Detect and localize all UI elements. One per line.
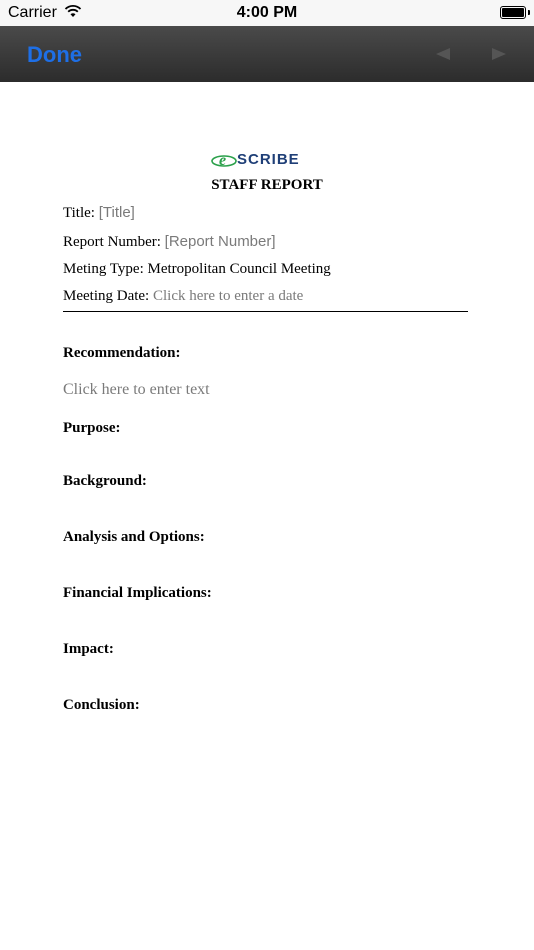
header-divider [63, 311, 468, 312]
clock: 4:00 PM [236, 4, 298, 21]
meeting-date-placeholder[interactable]: Click here to enter a date [152, 288, 304, 304]
section-purpose: Purpose: [63, 420, 121, 436]
title-label: Title: [63, 205, 99, 221]
report-number-field[interactable] [63, 233, 276, 251]
done-button[interactable]: Done [27, 42, 82, 67]
report-number-placeholder[interactable]: [Report Number] [164, 233, 276, 250]
meeting-type-label: Meting Type: [63, 261, 148, 277]
meeting-date-label: Meeting Date: [63, 288, 153, 304]
meeting-type-value: Metropolitan Council Meeting [147, 261, 331, 277]
section-background: Background: [63, 473, 147, 489]
battery-icon [500, 6, 526, 19]
triangle-left-icon[interactable] [433, 44, 453, 64]
section-impact: Impact: [63, 641, 114, 657]
escribe-logo [211, 150, 323, 170]
meeting-date-field[interactable] [63, 288, 303, 305]
title-placeholder[interactable]: [Title] [98, 204, 135, 221]
svg-text:e: e [219, 152, 227, 169]
triangle-right-icon[interactable] [489, 44, 509, 64]
carrier-label: Carrier [8, 4, 57, 21]
report-number-label: Report Number: [63, 234, 165, 250]
document-view[interactable] [0, 82, 534, 950]
status-bar [0, 0, 534, 26]
report-heading: STAFF REPORT [211, 177, 323, 193]
logo-text: SCRIBE [237, 151, 300, 168]
recommendation-placeholder[interactable]: Click here to enter text [63, 381, 210, 398]
section-financial-implications: Financial Implications: [63, 585, 212, 601]
title-field[interactable] [63, 204, 135, 222]
meeting-type-field [63, 261, 331, 278]
escribe-swoosh-icon [211, 150, 237, 170]
section-analysis-options: Analysis and Options: [63, 529, 205, 545]
toolbar [0, 26, 534, 82]
section-conclusion: Conclusion: [63, 697, 140, 713]
section-recommendation: Recommendation: [63, 345, 181, 361]
